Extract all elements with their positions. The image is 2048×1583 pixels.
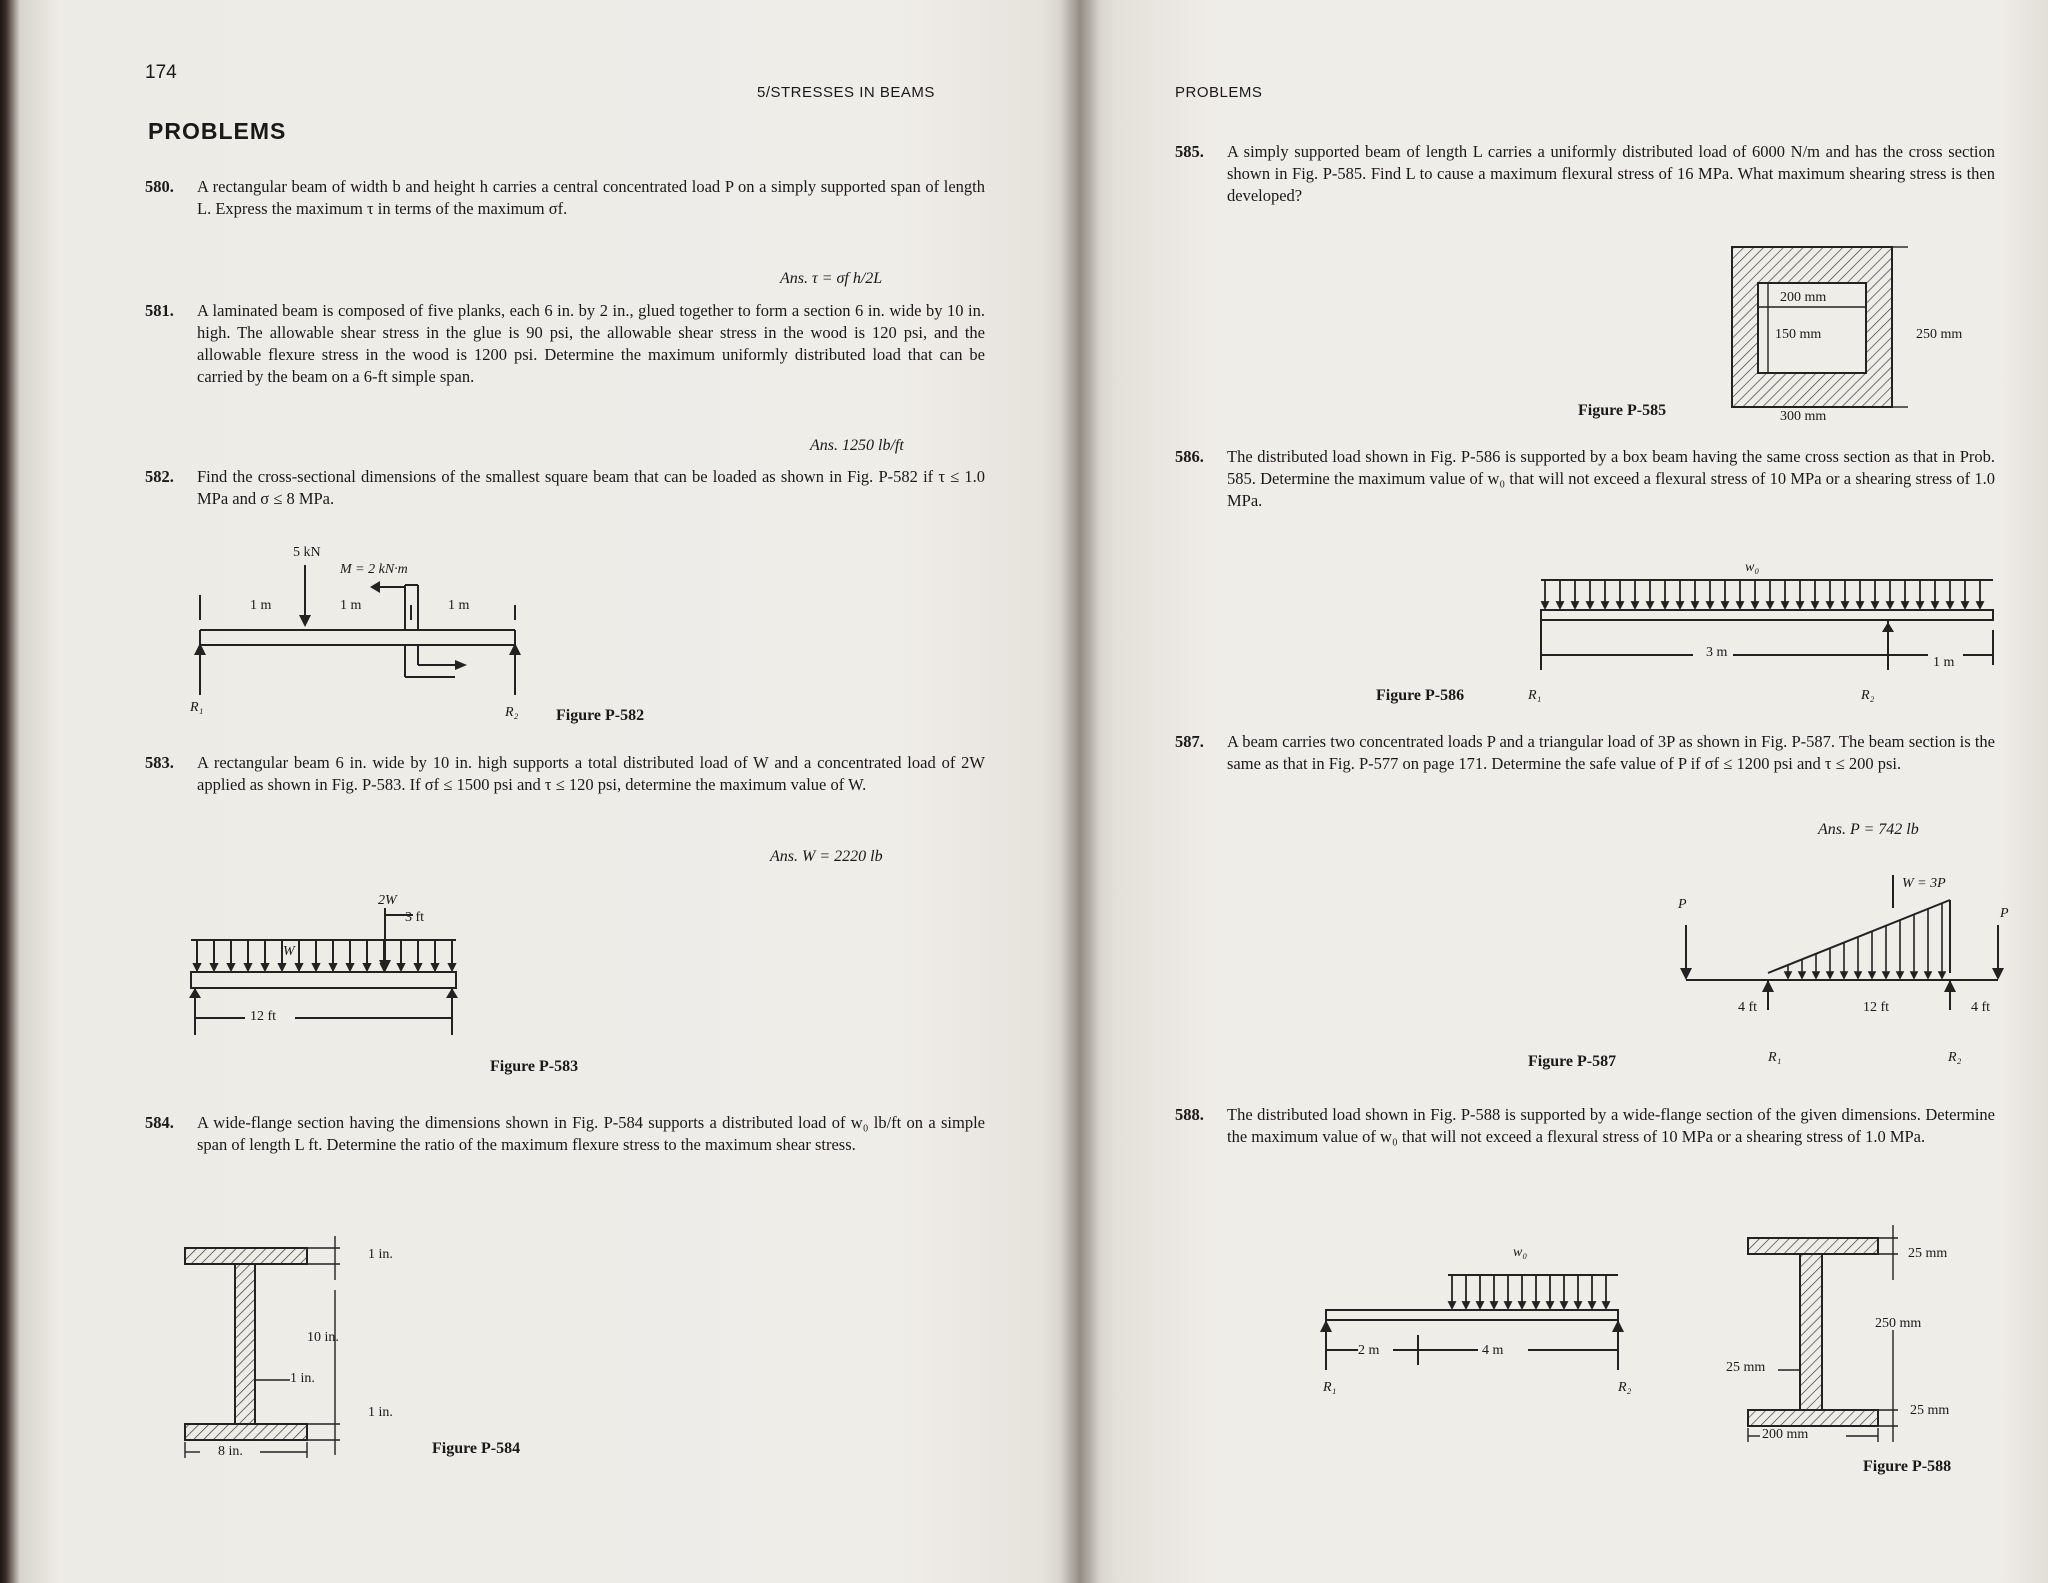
fig587-r1: R₁ <box>1768 1050 1782 1065</box>
fig588-w0: w₀ <box>1513 1245 1528 1260</box>
fig584-d-bot: 1 in. <box>368 1405 393 1420</box>
figure-p584-diagram <box>175 1230 415 1460</box>
problem-586 <box>1175 446 1995 512</box>
problem-581 <box>145 300 985 388</box>
problem-text: Find the cross-sectional dimensions of the smallest square beam that can be loaded as shown in Fig. P-582 if τ ≤ 1.0 MPa and σ ≤ 8 MPa. <box>197 467 985 508</box>
problem-text: A wide-flange section having the dimensions shown in Fig. P-584 supports a distributed load of w₀ lb/ft on a simple span of length L ft. Determine the ratio of the maximum flexure stress to the maximum shear stress. <box>197 1113 985 1154</box>
fig586-w0: w₀ <box>1745 560 1760 575</box>
section-title: PROBLEMS <box>148 118 287 144</box>
fig587-d3: 4 ft <box>1971 1000 1991 1015</box>
problem-584 <box>145 1112 985 1156</box>
answer-587: Ans. P = 742 lb <box>1818 821 1919 838</box>
book-gutter <box>1060 0 1100 1583</box>
fig588-r1: R₁ <box>1323 1380 1337 1395</box>
fig582-r1: R₁ <box>190 700 204 715</box>
fig588-d2: 4 m <box>1482 1343 1504 1358</box>
fig585-inner-w: 200 mm <box>1780 290 1827 305</box>
fig583-3ft: 3 ft <box>405 910 425 925</box>
fig586-caption: Figure P-586 <box>1376 687 1465 704</box>
problem-text: A rectangular beam 6 in. wide by 10 in. high supports a total distributed load of W and a concentrated load of 2W applied as shown in Fig. P-583. If σf ≤ 1500 psi and τ ≤ 120 psi, determine the maximum value of W. <box>197 753 985 794</box>
fig588-t-top: 25 mm <box>1908 1246 1948 1261</box>
problem-587 <box>1175 731 1995 775</box>
figure-p587-diagram <box>1678 870 2008 1030</box>
fig588-width: 200 mm <box>1762 1427 1809 1442</box>
problem-text: The distributed load shown in Fig. P-588 is supported by a wide-flange section of the given dimensions. Determine the maximum value of w₀ that will not exceed a flexural stress of 10 MPa or a shearing stress of 1.0 MPa. <box>1227 1105 1995 1146</box>
fig587-p-right: P <box>2000 906 2009 921</box>
problem-text: A beam carries two concentrated loads P and a triangular load of 3P as shown in Fig. P-587. The beam section is the same as that in Fig. P-577 on page 171. Determine the safe value of P if σf ≤ 1200 psi and τ ≤ 200 psi. <box>1227 732 1995 773</box>
fig585-caption: Figure P-585 <box>1578 402 1667 419</box>
fig584-d-width: 8 in. <box>218 1444 243 1459</box>
fig586-d2: 1 m <box>1933 655 1955 670</box>
problem-580 <box>145 176 985 220</box>
fig588-t-bot: 25 mm <box>1910 1403 1950 1418</box>
answer-583: Ans. W = 2220 lb <box>770 848 883 865</box>
problem-text: A laminated beam is composed of five planks, each 6 in. by 2 in., glued together to form a section 6 in. wide by 10 in. high. The allowable shear stress in the glue is 90 psi, the allowable shear stress in the wood is 120 psi, and the allowable flexure stress in the wood is 1200 psi. Determine the maximum uniformly distributed load that can be carried by the beam on a 6-ft simple span. <box>197 301 985 386</box>
problem-number: 586. <box>1175 447 1204 466</box>
fig588-t-web: 25 mm <box>1726 1360 1766 1375</box>
figure-p583-diagram <box>185 890 485 1080</box>
problem-number: 580. <box>145 177 174 196</box>
fig583-caption: Figure P-583 <box>490 1058 579 1075</box>
fig588-d1: 2 m <box>1358 1343 1380 1358</box>
problem-text: A rectangular beam of width b and height h carries a central concentrated load P on a simply supported span of length L. Express the maximum τ in terms of the maximum σf. <box>197 177 985 218</box>
fig583-2w: 2W <box>378 893 397 908</box>
fig586-r1: R₁ <box>1528 688 1542 703</box>
page-number: 174 <box>145 62 177 83</box>
answer-581: Ans. 1250 lb/ft <box>810 437 904 454</box>
fig584-caption: Figure P-584 <box>432 1440 521 1457</box>
fig584-d-top: 1 in. <box>368 1247 393 1262</box>
right-page <box>1078 0 2048 1583</box>
fig582-r2: R₂ <box>505 705 519 720</box>
fig582-dim-2: 1 m <box>340 598 362 613</box>
problem-number: 587. <box>1175 732 1204 751</box>
fig582-dim-1: 1 m <box>250 598 272 613</box>
problem-text: The distributed load shown in Fig. P-586 is supported by a box beam having the same cross section as that in Prob. 585. Determine the maximum value of w₀ that will not exceed a flexural stress of 10 MPa or a shearing stress of 1.0 MPa. <box>1227 447 1995 510</box>
fig585-inner-h: 150 mm <box>1775 327 1822 342</box>
problem-number: 585. <box>1175 142 1204 161</box>
running-head-right: PROBLEMS <box>1175 84 1263 101</box>
fig587-p-left: P <box>1678 897 1687 912</box>
fig587-caption: Figure P-587 <box>1528 1053 1617 1070</box>
figure-p588-beam <box>1318 1255 1638 1395</box>
fig586-r2: R₂ <box>1861 688 1875 703</box>
fig583-span: 12 ft <box>250 1009 277 1024</box>
answer-580: Ans. τ = σf h/2L <box>780 270 883 287</box>
problem-number: 588. <box>1175 1105 1204 1124</box>
fig582-moment-label: M = 2 kN·m <box>340 562 408 577</box>
problem-number: 584. <box>145 1113 174 1132</box>
problem-number: 582. <box>145 467 174 486</box>
problem-583 <box>145 752 985 796</box>
problem-number: 581. <box>145 301 174 320</box>
problem-588 <box>1175 1104 1995 1148</box>
fig585-outer-h: 250 mm <box>1916 327 1963 342</box>
fig583-w: W <box>283 944 295 959</box>
fig582-load-label: 5 kN <box>293 545 321 560</box>
problem-585 <box>1175 141 1995 207</box>
fig588-r2: R₂ <box>1618 1380 1632 1395</box>
fig586-d1: 3 m <box>1706 645 1728 660</box>
problem-582 <box>145 466 985 510</box>
problem-text: A simply supported beam of length L carries a uniformly distributed load of 6000 N/m and has the cross section shown in Fig. P-585. Find L to cause a maximum flexural stress of 16 MPa. What maximum shearing stress is then developed? <box>1227 142 1995 205</box>
fig584-d-height: 10 in. <box>307 1330 339 1345</box>
fig584-d-web: 1 in. <box>290 1371 315 1386</box>
fig587-r2: R₂ <box>1948 1050 1962 1065</box>
fig587-d1: 4 ft <box>1738 1000 1758 1015</box>
fig587-d2: 12 ft <box>1863 1000 1890 1015</box>
running-head: 5/STRESSES IN BEAMS <box>757 84 935 101</box>
fig585-outer-w: 300 mm <box>1780 409 1827 424</box>
fig588-h-web: 250 mm <box>1875 1316 1922 1331</box>
fig582-caption: Figure P-582 <box>556 707 645 724</box>
fig582-dim-3: 1 m <box>448 598 470 613</box>
fig587-w3p: W = 3P <box>1902 876 1946 891</box>
fig588-caption: Figure P-588 <box>1863 1458 1952 1475</box>
problem-number: 583. <box>145 753 174 772</box>
